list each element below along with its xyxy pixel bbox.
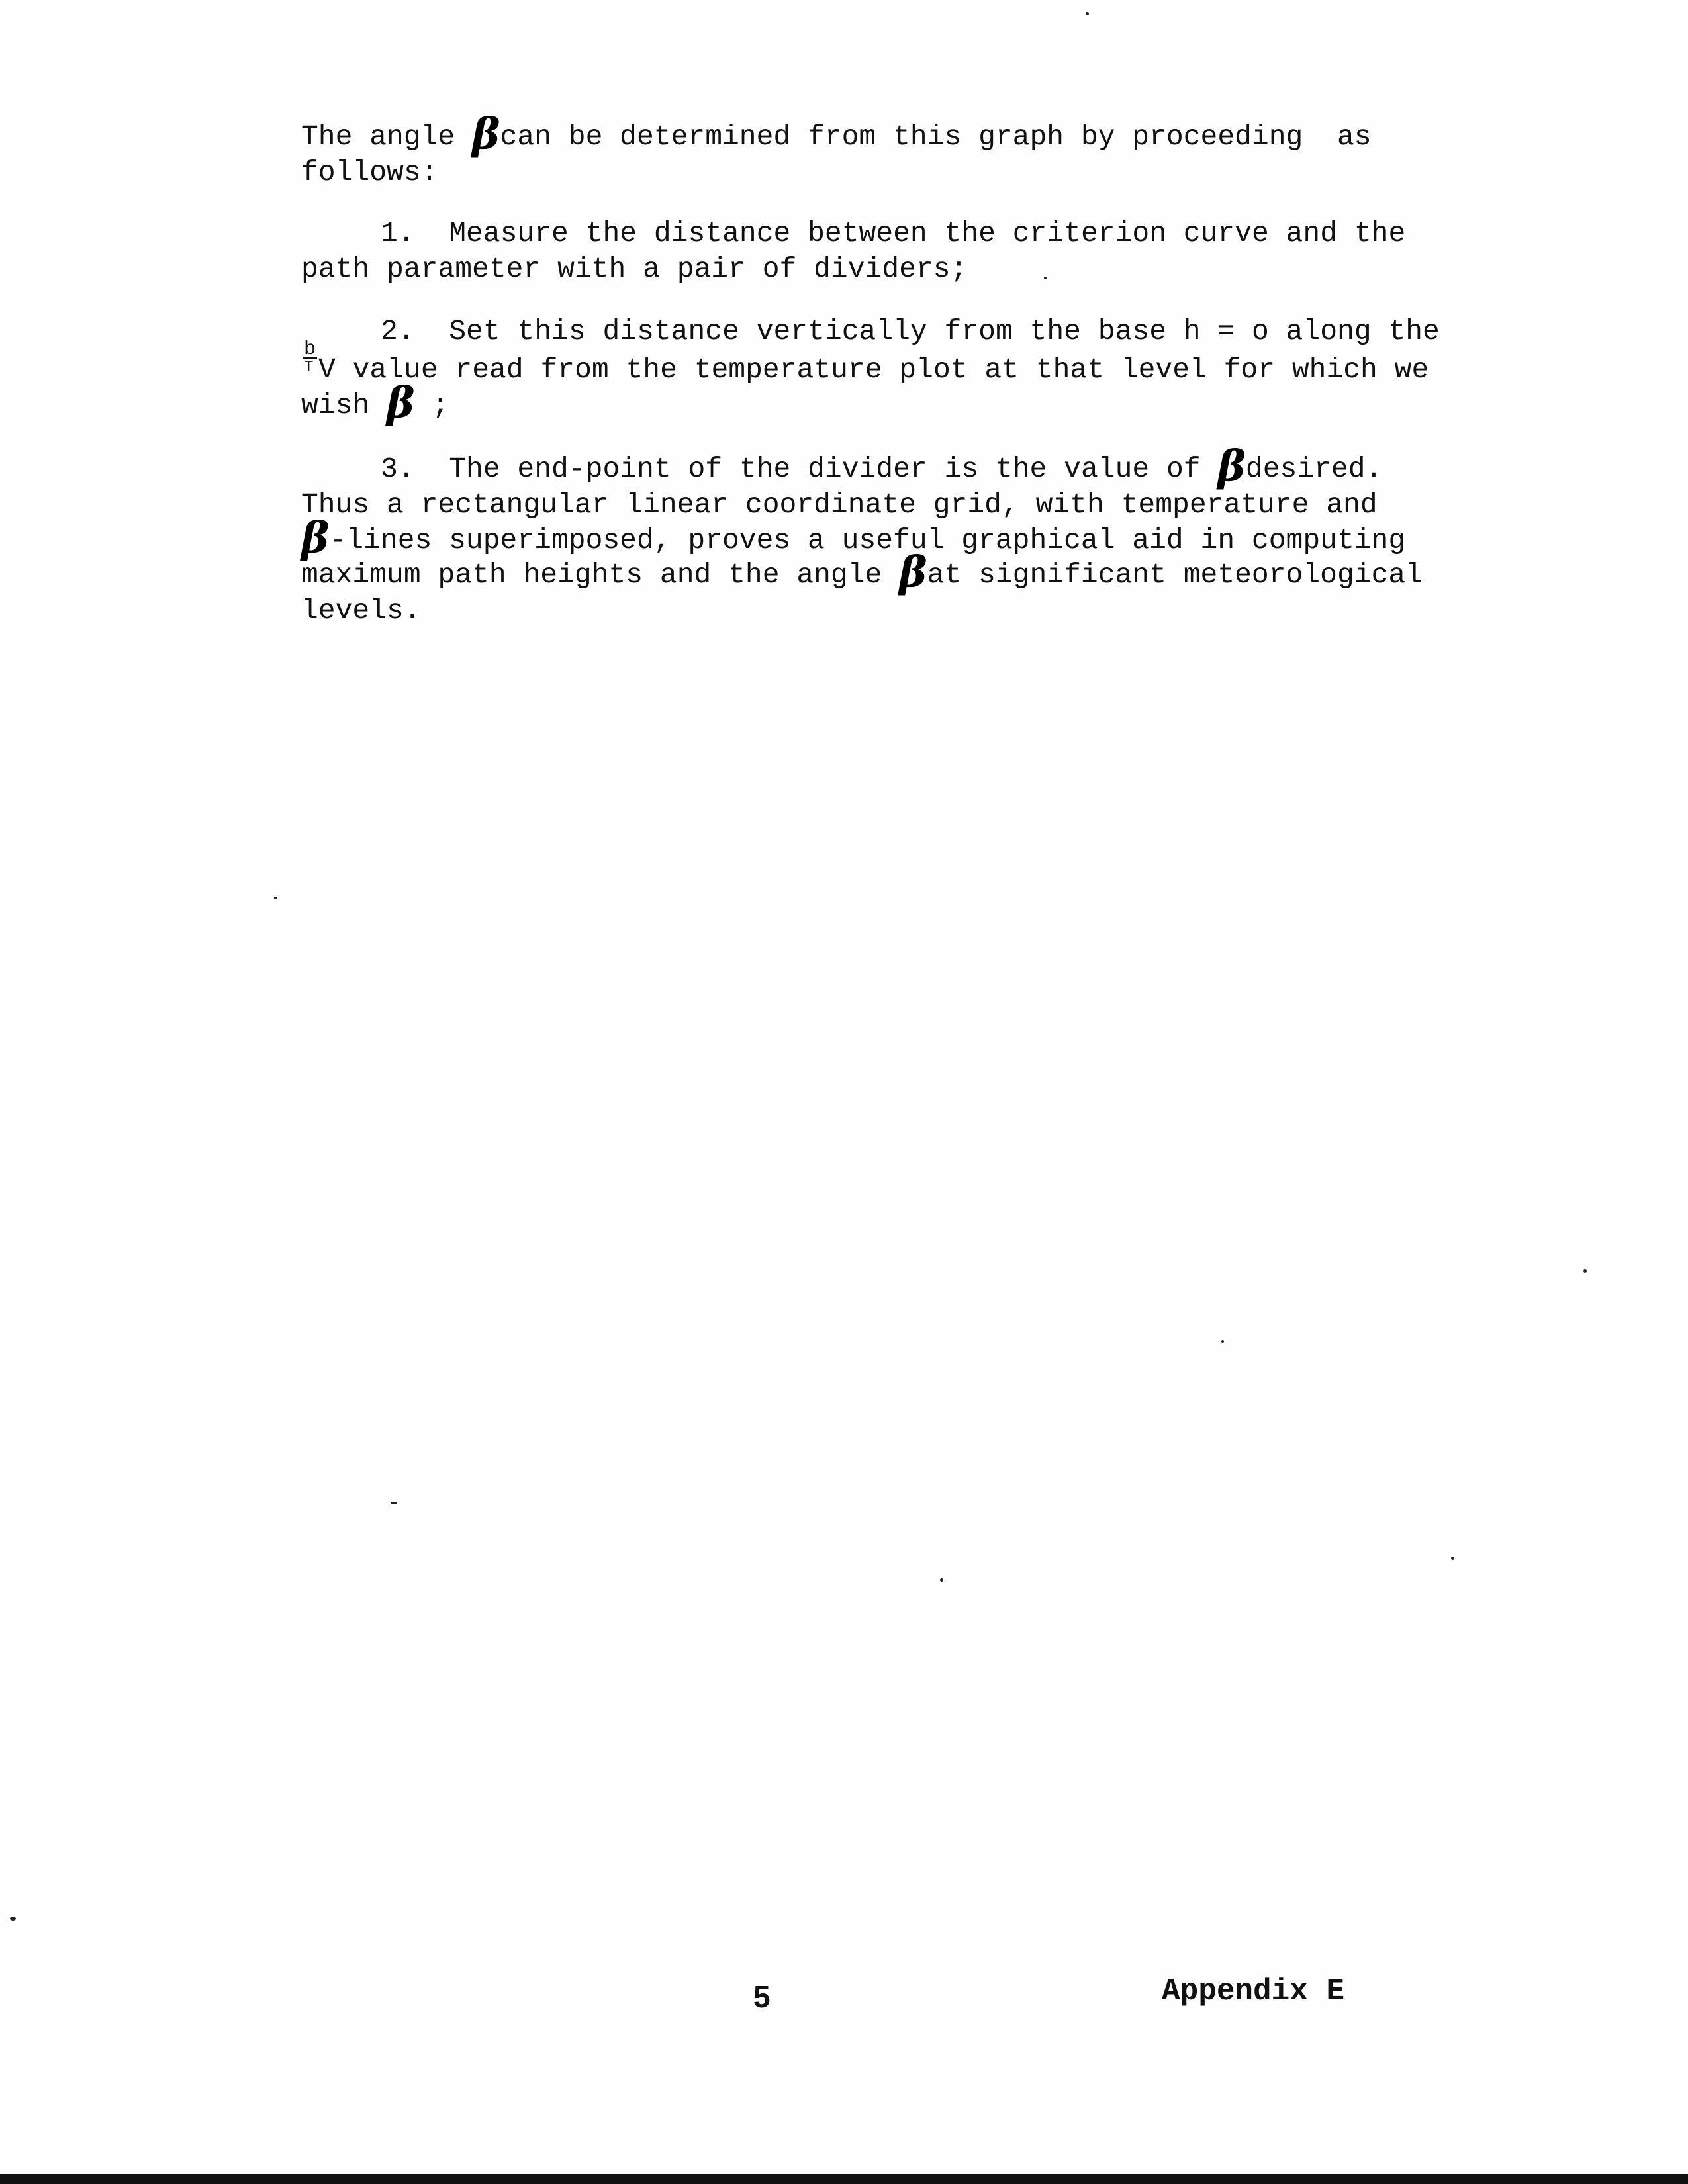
scan-speck <box>1086 12 1089 15</box>
scan-speck <box>10 1917 16 1921</box>
beta-symbol: β <box>387 378 415 428</box>
step-1-line-1 <box>301 216 1440 251</box>
intro-line-2: follows: <box>301 156 438 189</box>
step-2-semicolon: ; <box>414 389 449 422</box>
step-3-line-3 <box>301 513 1440 563</box>
step-3-significant: at significant meteorological <box>927 559 1423 591</box>
step-3-line-2: Thus a rectangular linear coordinate grid, with temperature and <box>301 488 1378 521</box>
step-3-max-heights: maximum path heights and the angle <box>301 559 900 591</box>
step-2-line-3 <box>301 378 1440 428</box>
fraction-numerator: b <box>304 338 316 361</box>
scan-speck <box>391 1502 397 1504</box>
scan-speck <box>940 1578 943 1582</box>
scan-speck <box>1044 277 1047 279</box>
step-2-wish: wish <box>301 389 387 422</box>
step-1-text: 1. Measure the distance between the criterion curve and the <box>381 217 1406 250</box>
step-3-line-1 <box>301 441 1440 491</box>
intro-line-1 <box>301 109 1440 159</box>
step-3-lines-text: -lines superimposed, proves a useful graphical aid in computing <box>329 524 1406 557</box>
scan-speck <box>1583 1269 1587 1273</box>
scan-speck <box>1221 1340 1224 1343</box>
beta-symbol: β <box>472 109 500 159</box>
beta-symbol: β <box>899 547 927 597</box>
page-number: 5 <box>753 1979 771 2014</box>
step-3-line-5: levels. <box>301 594 421 627</box>
step-2-text: 2. Set this distance vertically from the base h = o along the <box>381 315 1440 347</box>
appendix-label: Appendix E <box>1162 1974 1345 2009</box>
step-2-line-2-text: V value read from the temperature plot at that level for which we <box>318 353 1429 386</box>
step-2-line-1 <box>301 314 1440 349</box>
step-3-desired: desired. <box>1245 453 1383 485</box>
beta-symbol: β <box>301 513 330 563</box>
beta-symbol: β <box>1217 441 1246 491</box>
step-3-text: 3. The end-point of the divider is the value of <box>381 453 1218 485</box>
fraction-denominator: T <box>304 359 314 377</box>
intro-post: can be determined from this graph by proceeding as <box>500 120 1372 153</box>
scan-speck <box>1451 1557 1454 1560</box>
scan-bottom-edge <box>0 2174 1688 2184</box>
scan-speck <box>274 897 277 899</box>
step-2-line-2 <box>301 338 1440 388</box>
step-3-line-4 <box>301 547 1440 597</box>
step-1-line-2: path parameter with a pair of dividers; <box>301 253 968 285</box>
intro-pre: The angle <box>301 120 473 153</box>
b-over-t-fraction <box>301 338 318 377</box>
